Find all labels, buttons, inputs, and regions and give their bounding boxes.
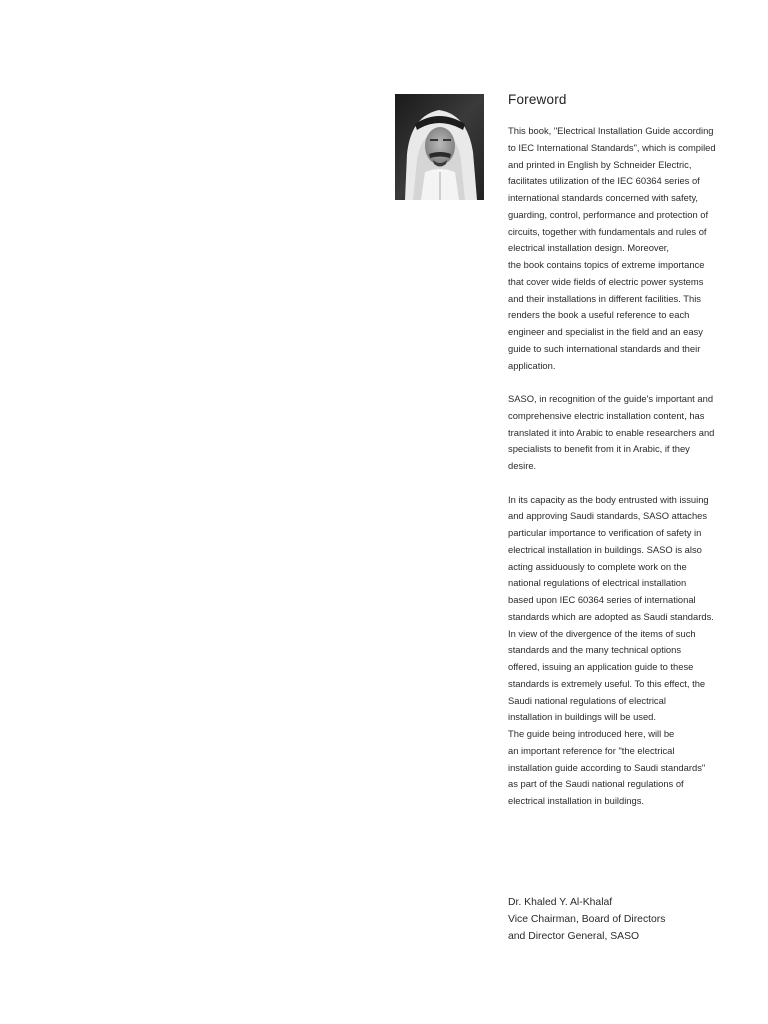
foreword-section (508, 91, 730, 827)
page-title: Foreword (508, 92, 567, 107)
portrait-illustration (395, 94, 484, 200)
signature-block: Dr. Khaled Y. Al-Khalaf Vice Chairman, Board of Directors and Director General, SASO (508, 897, 666, 943)
portrait-photo (395, 94, 484, 200)
paragraph-intro: This book, "Electrical Installation Guide according to IEC International Standards", which is compiled and printed in English by Schneider Electric, facilitates utilization of the IEC 60364 series of international standards concerned with safety, guarding, control, performance and protection of circuits, together with fundamentals and rules of electrical installation design. Moreover, the book contains topics of extreme importance that cover wide fields of electric power systems and their installations in different facilities. This renders the book a useful reference to each engineer and specialist in the field and an easy guide to such international standards and their application. (508, 125, 716, 371)
paragraph-saso-role: In its capacity as the body entrusted with issuing and approving Saudi standards, SASO attaches particular importance to verification of safety in electrical installation in buildings. SASO is also acting assiduously to complete work on the national regulations of electrical installation based upon IEC 60364 series of international standards which are adopted as Saudi standards. In view of the divergence of the items of such standards and the many technical options offered, issuing an application guide to these standards is extremely useful. To this effect, the Saudi national regulations of electrical installation in buildings will be used. The guide being introduced here, will be an important reference for "the electrical installation guide according to Saudi standards" as part of the Saudi national regulations of electrical installation in buildings. (508, 493, 714, 806)
paragraph-saso-translation: SASO, in recognition of the guide's important and comprehensive electric installation content, has translated it into Arabic to enable researchers and specialists to benefit from it in Arabic, if they desire. (508, 393, 715, 471)
